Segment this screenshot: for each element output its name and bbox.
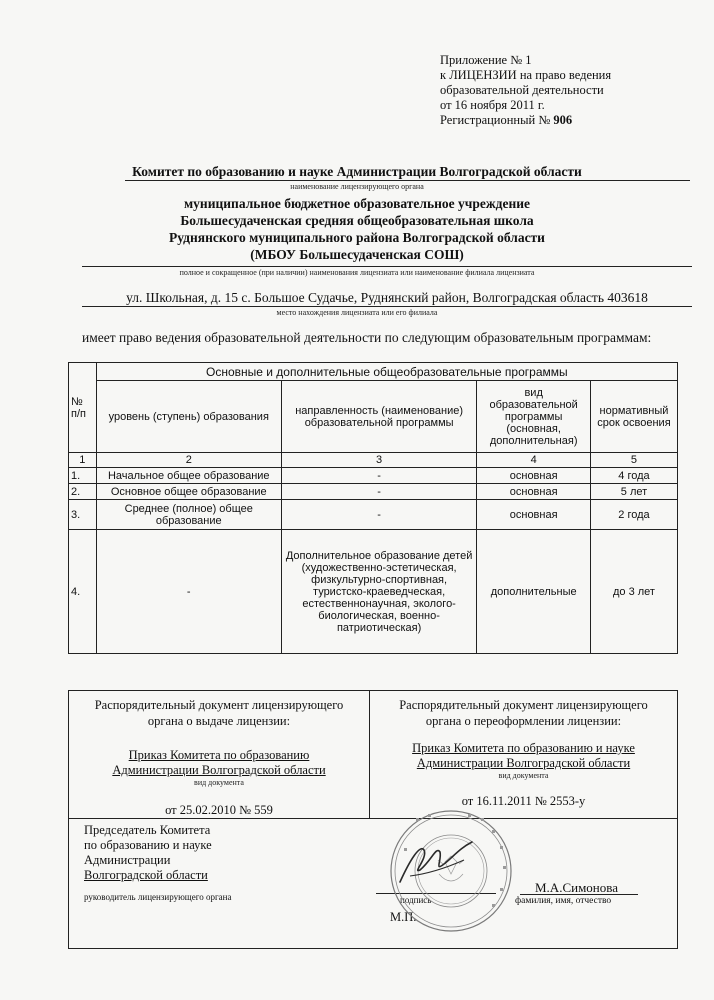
row-type: основная (477, 500, 591, 530)
annex-block (440, 53, 611, 128)
annex-line: к ЛИЦЕНЗИИ на право ведения (440, 68, 612, 82)
licensee-line: муниципальное бюджетное образовательное учреждение (183, 196, 531, 211)
row-level: Начальное общее образование (96, 468, 281, 484)
row-term: 4 года (590, 468, 677, 484)
documents-table (68, 690, 678, 949)
address-caption: место нахождения лицензиата или его филиала (276, 308, 438, 317)
reissue-document-date: от 16.11.2011 № 2553-у (461, 794, 586, 808)
annex-line: образовательной деятельности (440, 83, 604, 97)
row-term: до 3 лет (590, 530, 677, 654)
row-direction: - (281, 500, 476, 530)
row-num: 4. (69, 530, 97, 654)
divider (82, 306, 692, 307)
row-num: 1. (69, 468, 97, 484)
issue-document-caption: вид документа (194, 778, 244, 787)
row-level: - (96, 530, 281, 654)
row-type: дополнительные (477, 530, 591, 654)
licensee-name (0, 195, 714, 263)
issue-document-line: Администрации Волгоградской области (112, 763, 326, 777)
licensee-line: (МБОУ Большесудаченская СОШ) (250, 247, 464, 262)
licensing-body-name: Комитет по образованию и науке Администрации Волгоградской области (132, 164, 582, 179)
seal-label: М.П. (390, 910, 417, 924)
header-type: вид образовательной программы (основная, дополнительная) (477, 381, 591, 453)
name-line (520, 894, 638, 895)
issue-document-cell (69, 691, 370, 819)
row-direction: - (281, 468, 476, 484)
col-number: 4 (477, 453, 591, 468)
annex-line: Приложение № 1 (440, 53, 532, 67)
col-number: 1 (69, 453, 97, 468)
header-num: № п/п (69, 363, 97, 453)
divider (82, 266, 692, 267)
licensing-body-caption: наименование лицензирующего органа (290, 182, 424, 191)
issue-document-title: Распорядительный документ лицензирующего органа о выдаче лицензии: (94, 698, 344, 728)
right-statement: имеет право ведения образовательной деятельности по следующим образовательным программам: (82, 330, 652, 345)
signatory-title (84, 823, 212, 883)
annex-line: от 16 ноября 2011 г. (440, 98, 545, 112)
row-term: 5 лет (590, 484, 677, 500)
issue-document-date: от 25.02.2010 № 559 (165, 803, 273, 817)
row-direction: - (281, 484, 476, 500)
licensee-line: Руднянского муниципального района Волгоградской области (169, 230, 545, 245)
reg-label: Регистрационный № (440, 113, 554, 127)
row-level: Среднее (полное) общее образование (96, 500, 281, 530)
licensee-caption: полное и сокращенное (при наличии) наименования лицензиата или наименование филиала лицензиата (179, 268, 535, 277)
header-direction: направленность (наименование) образовательной программы (281, 381, 476, 453)
table-row (69, 468, 678, 484)
signatory-name: М.А.Симонова (535, 880, 618, 895)
reg-number: 906 (553, 113, 573, 127)
issue-document-line: Приказ Комитета по образованию (128, 748, 310, 762)
signatory-line: Администрации (84, 853, 171, 867)
reissue-document-cell (370, 691, 678, 819)
signatory-line: Волгоградской области (84, 868, 208, 882)
reissue-document-title: Распорядительный документ лицензирующего органа о переоформлении лицензии: (399, 698, 648, 728)
row-type: основная (477, 484, 591, 500)
signatory-line: Председатель Комитета (84, 823, 211, 837)
row-num: 3. (69, 500, 97, 530)
col-number: 2 (96, 453, 281, 468)
licensee-address: ул. Школьная, д. 15 с. Большое Судачье, Руднянский район, Волгоградская область 403618 (126, 290, 648, 305)
annex-line (440, 113, 611, 128)
divider (125, 180, 690, 181)
name-caption: фамилия, имя, отчество (515, 896, 612, 906)
row-term: 2 года (590, 500, 677, 530)
row-num: 2. (69, 484, 97, 500)
reissue-document-caption: вид документа (498, 771, 549, 780)
signatory-line: по образованию и науке (84, 838, 212, 852)
signature-mark (390, 830, 480, 890)
col-number: 5 (590, 453, 677, 468)
header-group: Основные и дополнительные общеобразовательные программы (96, 363, 677, 381)
table-row (69, 530, 678, 654)
programs-table (68, 362, 678, 654)
header-level: уровень (ступень) образования (96, 381, 281, 453)
table-row (69, 484, 678, 500)
reissue-document-line: Приказ Комитета по образованию и науке (412, 741, 635, 755)
signatory-caption: руководитель лицензирующего органа (84, 892, 232, 902)
reissue-document-line: Администрации Волгоградской области (416, 756, 631, 770)
signature-caption: подпись (400, 895, 432, 905)
row-level: Основное общее образование (96, 484, 281, 500)
table-row (69, 500, 678, 530)
row-direction: Дополнительное образование детей (художественно-эстетическая, физкультурно-спортивная, туристско-краеведческая, естественнонаучная, эколого-биологическая, военно-патриотическая) (281, 530, 476, 654)
col-number: 3 (281, 453, 476, 468)
licensee-line: Большесудаченская средняя общеобразовательная школа (180, 213, 534, 228)
header-term: нормативный срок освоения (590, 381, 677, 453)
row-type: основная (477, 468, 591, 484)
